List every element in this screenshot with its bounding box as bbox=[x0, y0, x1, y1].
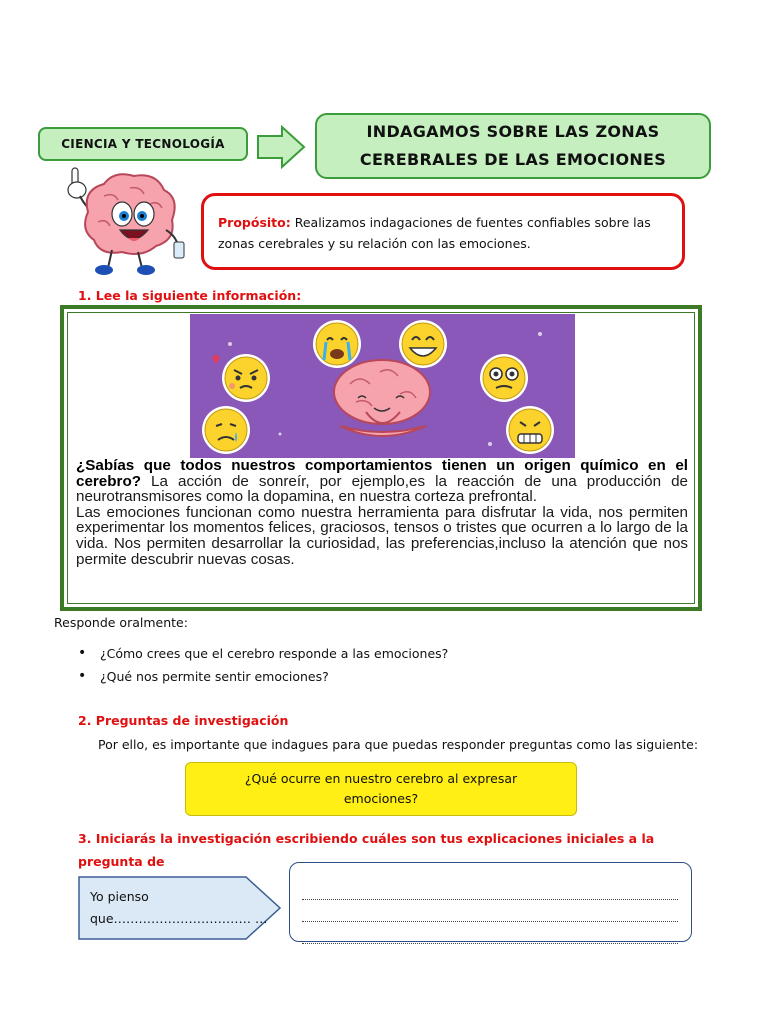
brain-mascot-icon bbox=[58, 160, 198, 280]
crying-emoji bbox=[313, 320, 361, 368]
title-line-2: CEREBRALES DE LAS EMOCIONES bbox=[359, 150, 667, 169]
list-item: • ¿Qué nos permite sentir emociones? bbox=[76, 669, 448, 692]
research-question-line-2: emociones? bbox=[343, 791, 419, 806]
reading-article bbox=[76, 458, 688, 567]
list-item: • ¿Cómo crees que el cerebro responde a las emociones? bbox=[76, 646, 448, 669]
purpose-box bbox=[201, 193, 685, 270]
yo-pienso-label bbox=[78, 876, 282, 940]
answer-line-1[interactable] bbox=[302, 899, 678, 900]
angry-emoji bbox=[222, 354, 270, 402]
purpose-label: Propósito: bbox=[218, 215, 291, 230]
area-label-box bbox=[38, 127, 248, 161]
purpose-text-1: Realizamos indagaciones de fuentes confiables sobre las bbox=[290, 215, 651, 230]
purpose-text-2: zonas cerebrales y su relación con las emociones. bbox=[218, 236, 531, 251]
oral-questions-list bbox=[76, 646, 448, 692]
page-title bbox=[315, 113, 711, 179]
think-line-1: Yo pienso bbox=[90, 889, 149, 904]
section-2-heading: 2. Preguntas de investigación bbox=[78, 713, 289, 728]
answer-box[interactable] bbox=[289, 862, 692, 942]
research-question-line-1: ¿Qué ocurre en nuestro cerebro al expresar bbox=[244, 771, 518, 786]
area-label: CIENCIA Y TECNOLOGÍA bbox=[61, 137, 225, 151]
article-paragraph-1 bbox=[76, 458, 688, 505]
respond-label: Responde oralmente: bbox=[54, 615, 188, 630]
research-question-box bbox=[185, 762, 577, 816]
title-line-1: INDAGAMOS SOBRE LAS ZONAS bbox=[366, 122, 660, 141]
right-arrow-icon bbox=[256, 125, 306, 169]
section-2-text: Por ello, es importante que indagues para que puedas responder preguntas como las siguiente: bbox=[98, 737, 699, 752]
think-line-2: que…………………………… … bbox=[90, 911, 268, 926]
happy-emoji bbox=[399, 320, 447, 368]
grimacing-emoji bbox=[506, 406, 554, 454]
brain-emotions-illustration bbox=[190, 314, 575, 458]
article-lead: ¿Sabías que todos nuestros comportamientos tienen un origen químico en el cerebro? bbox=[76, 457, 688, 490]
answer-line-3[interactable] bbox=[302, 943, 678, 944]
article-paragraph-2: Las emociones funcionan como nuestra herramienta para disfrutar la vida, nos permiten experimentar los momentos felices, graciosos, tensos o tristes que ocurren a lo largo de la vida. Nos permiten desarrollar la curiosidad, las preferencias,incluso la atención que nos permite descubrir nuevas cosas. bbox=[76, 503, 688, 568]
surprised-emoji bbox=[480, 354, 528, 402]
section-1-heading: 1. Lee la siguiente información: bbox=[78, 288, 302, 303]
answer-line-2[interactable] bbox=[302, 921, 678, 922]
article-text-1: La acción de sonreír, por ejemplo,es la reacción de una producción de neurotransmisores como la dopamina, en nuestra corteza prefrontal. bbox=[76, 472, 688, 506]
section-3-heading-line-1: 3. Iniciarás la investigación escribiendo cuáles son tus explicaciones iniciales a la pregunta de bbox=[78, 831, 655, 869]
sad-emoji bbox=[202, 406, 250, 454]
